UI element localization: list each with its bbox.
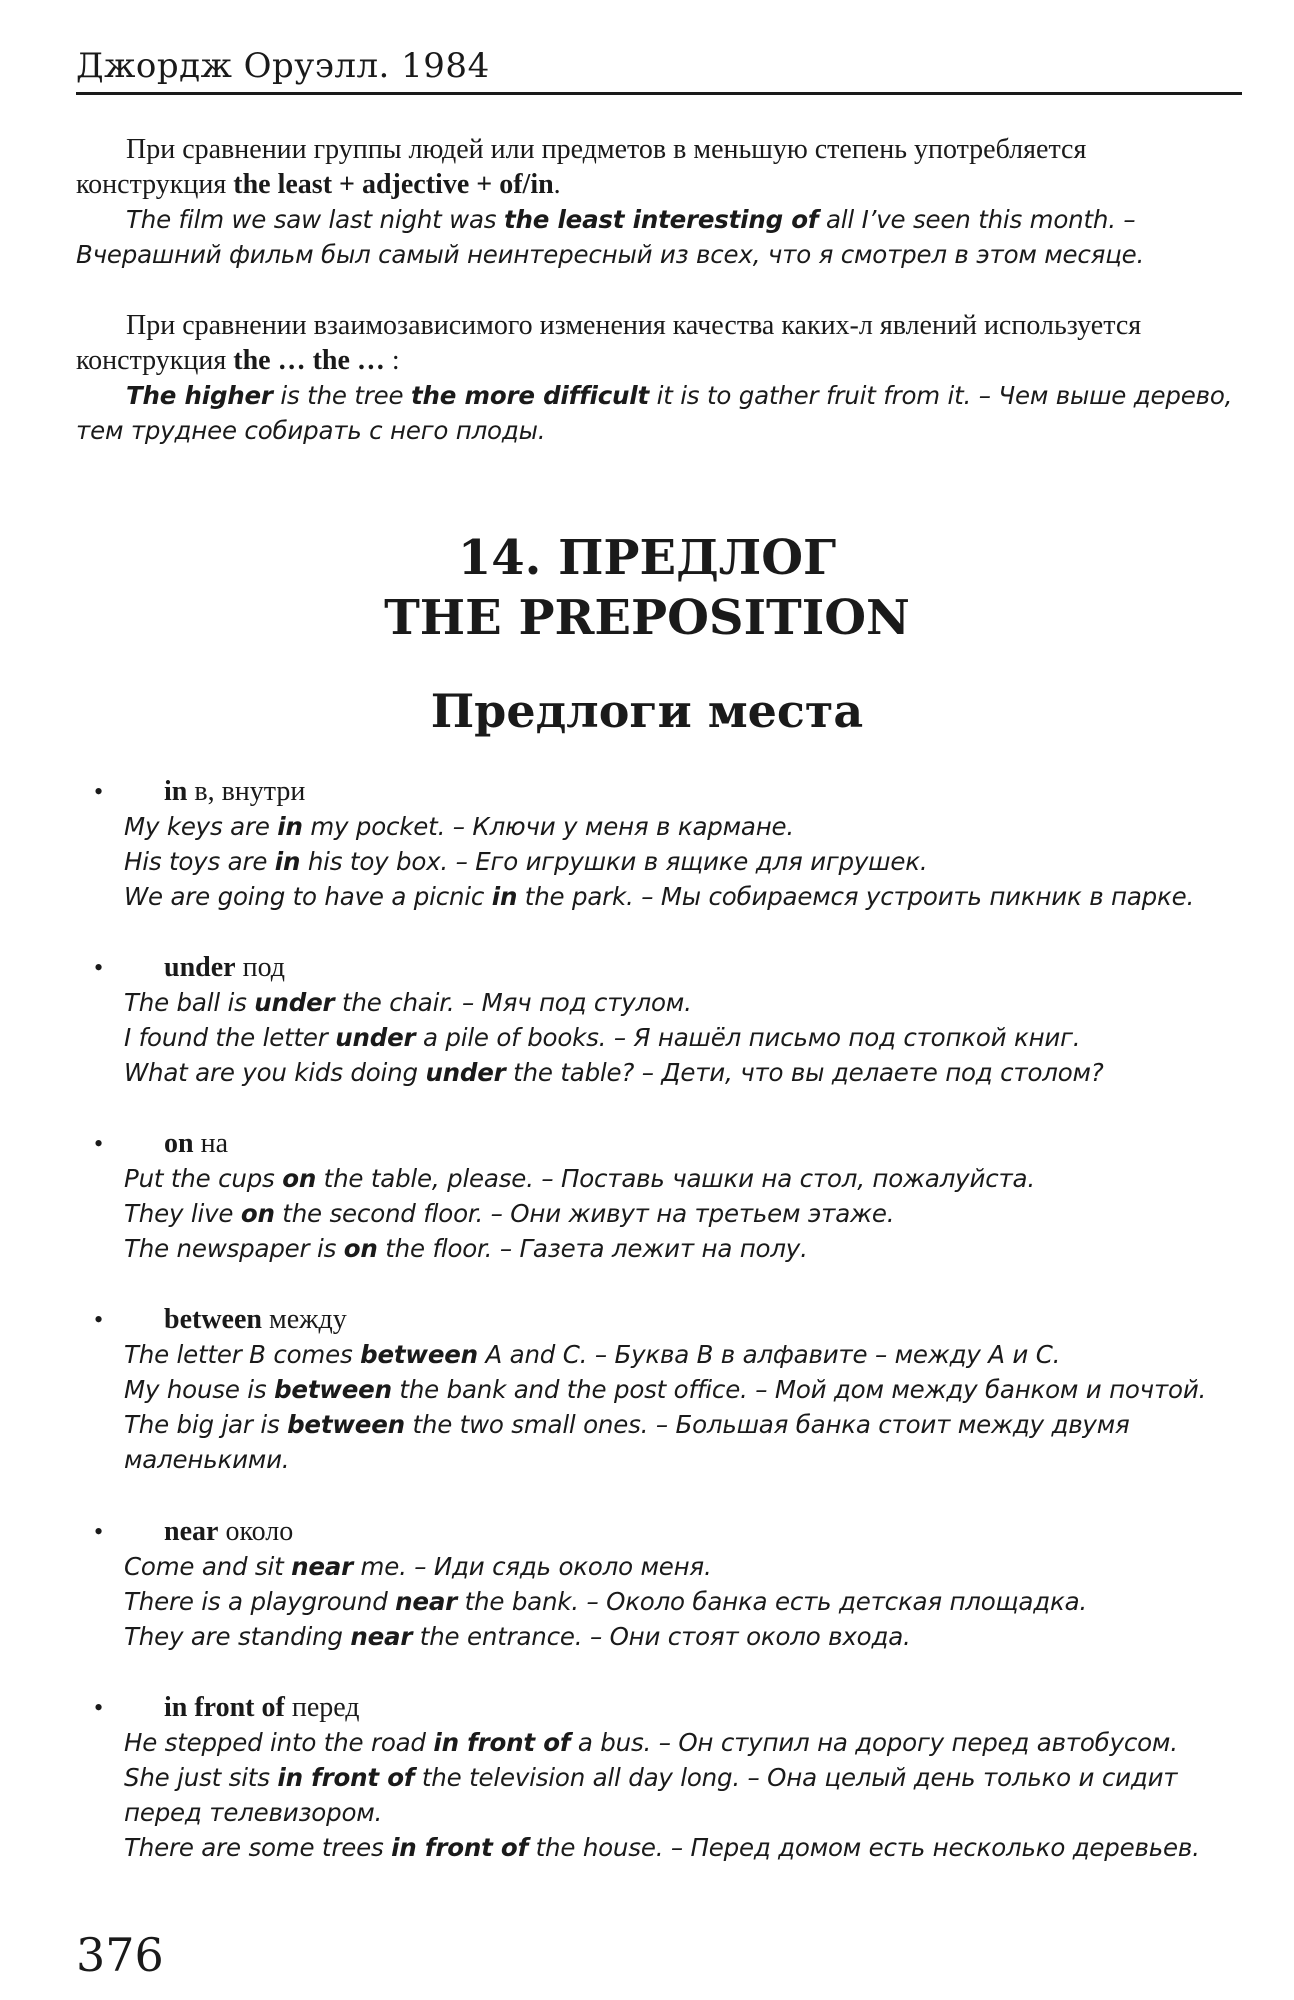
preposition-translation: в, внутри bbox=[187, 776, 306, 807]
example-post: the table, please. – Поставь чашки на стол, пожалуйста. bbox=[316, 1164, 1035, 1193]
rule-least-text: При сравнении группы людей или предметов в меньшую степень употребляется конструкция bbox=[76, 134, 1087, 200]
example-bold: in front of bbox=[433, 1728, 571, 1757]
example-post: the bank and the post office. – Мой дом между банком и почтой. bbox=[391, 1375, 1207, 1404]
example-pre: She just sits bbox=[124, 1763, 278, 1792]
example-line bbox=[124, 985, 1242, 1020]
preposition-heading bbox=[94, 950, 1242, 985]
preposition-block-in bbox=[94, 774, 1242, 914]
preposition-term: in front of bbox=[164, 1692, 285, 1723]
chapter-title-ru: 14. ПРЕДЛОГ bbox=[457, 530, 837, 586]
example-bold: in bbox=[277, 812, 303, 841]
example-post: the television all day long. – Она целый день только и сидит перед телевизором. bbox=[124, 1763, 1178, 1827]
preposition-term: on bbox=[164, 1128, 194, 1159]
example-post: A and C. – Буква B в алфавите – между A и C. bbox=[477, 1340, 1061, 1369]
preposition-translation: между bbox=[261, 1304, 347, 1335]
example-line bbox=[124, 1619, 1242, 1654]
preposition-term: near bbox=[164, 1516, 219, 1547]
example-bold: on bbox=[240, 1199, 275, 1228]
example-line bbox=[124, 1407, 1242, 1477]
bullet-icon: • bbox=[94, 1693, 104, 1722]
example-the-the-post: it is to gather fruit from it. – Чем выше дерево, тем труднее собирать с него плоды. bbox=[76, 381, 1233, 445]
example-the-the-bold2: the more difficult bbox=[410, 381, 649, 410]
preposition-heading bbox=[94, 1690, 1242, 1725]
example-post: me. – Иди сядь около меня. bbox=[352, 1552, 712, 1581]
example-the-the-bold1: The higher bbox=[126, 381, 273, 410]
example-bold: between bbox=[287, 1410, 405, 1439]
example-bold: in bbox=[491, 882, 518, 911]
chapter-title-en: THE PREPOSITION bbox=[384, 590, 910, 646]
example-bold: in front of bbox=[391, 1833, 529, 1862]
preposition-block-in-front-of bbox=[94, 1690, 1242, 1865]
example-post: the table? – Дети, что вы делаете под столом? bbox=[505, 1058, 1104, 1087]
example-line bbox=[124, 1372, 1242, 1407]
preposition-heading bbox=[94, 1126, 1242, 1161]
example-the-the-mid: is the tree bbox=[272, 381, 411, 410]
example-line bbox=[124, 1549, 1242, 1584]
example-pre: The big jar is bbox=[124, 1410, 288, 1439]
example-pre: My keys are bbox=[124, 812, 278, 841]
preposition-term: in bbox=[164, 776, 188, 807]
rule-least bbox=[76, 132, 1242, 202]
example-bold: between bbox=[360, 1340, 478, 1369]
example-post: the floor. – Газета лежит на полу. bbox=[377, 1234, 808, 1263]
example-post: the two small ones. – Большая банка стоит между двумя маленькими. bbox=[124, 1410, 1130, 1474]
preposition-heading bbox=[94, 774, 1242, 809]
example-the-the bbox=[76, 378, 1242, 448]
example-line bbox=[124, 1830, 1242, 1865]
example-least-pre: The film we saw last night was bbox=[126, 205, 504, 234]
preposition-block-near bbox=[94, 1514, 1242, 1654]
example-pre: Put the cups bbox=[124, 1164, 283, 1193]
preposition-block-on bbox=[94, 1126, 1242, 1266]
example-pre: He stepped into the road bbox=[124, 1728, 434, 1757]
example-pre: Come and sit bbox=[124, 1552, 292, 1581]
example-line bbox=[124, 1020, 1242, 1055]
example-bold: on bbox=[282, 1164, 317, 1193]
example-line bbox=[124, 1337, 1242, 1372]
example-pre: There is a playground bbox=[124, 1587, 396, 1616]
example-pre: We are going to have a picnic bbox=[124, 882, 492, 911]
preposition-heading bbox=[94, 1514, 1242, 1549]
example-least-bold: the least interesting of bbox=[503, 205, 819, 234]
preposition-term: under bbox=[164, 952, 236, 983]
example-post: the park. – Мы собираемся устроить пикник в парке. bbox=[517, 882, 1195, 911]
rule-the-the bbox=[76, 308, 1242, 378]
example-post: a bus. – Он ступил на дорогу перед автобусом. bbox=[570, 1728, 1178, 1757]
rule-the-the-construction: the … the … bbox=[233, 345, 385, 376]
example-pre: There are some trees bbox=[124, 1833, 392, 1862]
example-bold: under bbox=[335, 1023, 416, 1052]
example-post: the bank. – Около банка есть детская площадка. bbox=[457, 1587, 1087, 1616]
example-post: my pocket. – Ключи у меня в кармане. bbox=[302, 812, 794, 841]
example-pre: They are standing bbox=[124, 1622, 351, 1651]
example-pre: They live bbox=[124, 1199, 241, 1228]
example-post: a pile of books. – Я нашёл письмо под стопкой книг. bbox=[415, 1023, 1081, 1052]
running-title: Джордж Оруэлл. 1984 bbox=[76, 46, 1242, 95]
page-number: 376 bbox=[76, 1928, 164, 1982]
example-post: the chair. – Мяч под стулом. bbox=[334, 988, 692, 1017]
example-bold: on bbox=[343, 1234, 378, 1263]
bullet-icon: • bbox=[94, 1305, 104, 1334]
example-pre: The ball is bbox=[124, 988, 255, 1017]
example-line bbox=[124, 1196, 1242, 1231]
example-pre: I found the letter bbox=[124, 1023, 336, 1052]
rule-least-end: . bbox=[553, 169, 561, 200]
bullet-icon: • bbox=[94, 1129, 104, 1158]
example-line bbox=[124, 1231, 1242, 1266]
bullet-icon: • bbox=[94, 953, 104, 982]
example-bold: between bbox=[274, 1375, 392, 1404]
example-line bbox=[124, 879, 1242, 914]
example-post: the entrance. – Они стоят около входа. bbox=[412, 1622, 911, 1651]
example-bold: under bbox=[425, 1058, 506, 1087]
example-post: the second floor. – Они живут на третьем этаже. bbox=[274, 1199, 895, 1228]
preposition-block-between bbox=[94, 1302, 1242, 1477]
example-bold: near bbox=[395, 1587, 458, 1616]
rule-least-construction: the least + adjective + of/in bbox=[233, 169, 554, 200]
example-line bbox=[124, 1584, 1242, 1619]
example-line bbox=[124, 1161, 1242, 1196]
example-bold: in bbox=[274, 847, 301, 876]
example-line bbox=[124, 844, 1242, 879]
preposition-heading bbox=[94, 1302, 1242, 1337]
preposition-translation: на bbox=[193, 1128, 228, 1159]
preposition-term: between bbox=[164, 1304, 262, 1335]
example-post: his toy box. – Его игрушки в ящике для игрушек. bbox=[300, 847, 928, 876]
example-bold: near bbox=[291, 1552, 353, 1581]
example-bold: under bbox=[254, 988, 335, 1017]
example-least-post: all I’ve seen this month. – Вчерашний фильм был самый неинтересный из всех, что я смотрел в этом месяце. bbox=[76, 205, 1145, 269]
rule-the-the-end: : bbox=[384, 345, 400, 376]
example-pre: What are you kids doing bbox=[124, 1058, 426, 1087]
example-bold: in front of bbox=[277, 1763, 415, 1792]
example-line bbox=[124, 809, 1242, 844]
preposition-translation: перед bbox=[284, 1692, 360, 1723]
preposition-translation: около bbox=[218, 1516, 294, 1547]
section-title: Предлоги места bbox=[430, 684, 864, 738]
example-post: the house. – Перед домом есть несколько деревьев. bbox=[528, 1833, 1200, 1862]
example-line bbox=[124, 1055, 1242, 1090]
example-line bbox=[124, 1760, 1242, 1830]
example-bold: near bbox=[350, 1622, 413, 1651]
example-least bbox=[76, 202, 1242, 272]
bullet-icon: • bbox=[94, 1517, 104, 1546]
example-pre: The letter B comes bbox=[124, 1340, 361, 1369]
rule-the-the-text: При сравнении взаимозависимого изменения качества каких-л явлений используется конструкция bbox=[76, 310, 1142, 376]
example-line bbox=[124, 1725, 1242, 1760]
example-pre: My house is bbox=[124, 1375, 275, 1404]
preposition-block-under bbox=[94, 950, 1242, 1090]
bullet-icon: • bbox=[94, 777, 104, 806]
preposition-translation: под bbox=[235, 952, 286, 983]
example-pre: His toys are bbox=[124, 847, 275, 876]
example-pre: The newspaper is bbox=[124, 1234, 344, 1263]
